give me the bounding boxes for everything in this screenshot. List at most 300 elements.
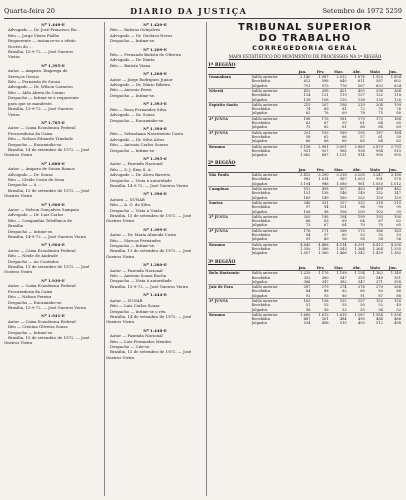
row-label: Julgados bbox=[251, 195, 268, 200]
stats-value: 1.660 bbox=[293, 312, 311, 317]
stats-value: 198 bbox=[311, 214, 329, 219]
case-line: Brasília, 14 de setembro de 1972. — José Gueiros Vieira bbox=[106, 313, 192, 325]
stats-value: 327 bbox=[330, 200, 348, 205]
stats-value: 70 bbox=[360, 223, 365, 228]
case-line: Réu — Sebastiana Nascimento Costa bbox=[110, 131, 184, 137]
row-label: Recebidos bbox=[251, 289, 271, 294]
row-label: Julgados bbox=[251, 97, 268, 102]
row-label: Saldo anterior bbox=[251, 144, 294, 149]
case-entry bbox=[4, 63, 102, 117]
stats-value: 160 bbox=[339, 195, 347, 200]
case-line: Brasília, 14-9-72. — José Gueiros Vieira bbox=[110, 182, 188, 188]
row-label: Saldo anterior bbox=[251, 173, 294, 178]
case-line: Réu — Antonio Carlos Soares bbox=[110, 142, 169, 148]
stats-value: 965 bbox=[339, 148, 347, 153]
stats-value: 172 bbox=[348, 228, 366, 233]
case-line: Réu — Batista Viana bbox=[110, 62, 151, 68]
case-line: Advogado — Dr. Luiz Carlos bbox=[8, 212, 64, 218]
stats-header-cell: Jun. bbox=[384, 70, 402, 75]
stats-value: 62 bbox=[396, 139, 401, 144]
stats-value: 135 bbox=[339, 97, 347, 102]
stats-value: 931 bbox=[303, 148, 311, 153]
column-left bbox=[4, 22, 102, 496]
case-line: Vieira bbox=[8, 111, 20, 117]
stats-value: 88 bbox=[396, 293, 401, 298]
stats-value: 171 bbox=[311, 228, 329, 233]
stats-value: 201 bbox=[293, 130, 311, 135]
tribunal-title-line1: TRIBUNAL SUPERIOR bbox=[237, 22, 373, 33]
stats-value: 93 bbox=[323, 293, 329, 298]
stats-value: 4.338 bbox=[384, 242, 402, 247]
stats-value: 108 bbox=[321, 97, 329, 102]
case-line: Brasília, 15 de setembro de 1972. — José Gueiros Vieira bbox=[106, 213, 192, 224]
stats-row bbox=[208, 271, 402, 276]
stats-value: 371 bbox=[376, 279, 383, 284]
case-line: Despacho — Intime-se o réu. bbox=[110, 308, 167, 314]
stats-value: 66 bbox=[305, 219, 311, 224]
stats-value: 1.854 bbox=[384, 75, 402, 80]
case-line: Brasília, 15 de setembro de 1972. — José Gueiros Vieira bbox=[4, 264, 90, 275]
stats-value: 512 bbox=[376, 321, 383, 326]
case-entry bbox=[106, 328, 204, 360]
stats-value: 179 bbox=[348, 116, 366, 121]
case-entry bbox=[106, 47, 204, 69]
case-number: Nº 1.448-E bbox=[41, 22, 65, 27]
stats-value: 176 bbox=[311, 116, 329, 121]
group-name: 2ª JUNTA bbox=[208, 116, 251, 121]
case-number: Nº 1.941-E bbox=[41, 313, 65, 319]
row-label: Saldo anterior bbox=[251, 214, 294, 219]
stats-value: 159 bbox=[376, 195, 383, 200]
stats-value: 62 bbox=[323, 125, 329, 130]
stats-value: 100 bbox=[357, 209, 365, 214]
case-line: Procuradoria da Caixa bbox=[8, 130, 53, 136]
stats-value: 64 bbox=[378, 139, 383, 144]
case-line: Autor — Caixa Econômica Federal bbox=[8, 125, 76, 131]
stats-value: 2.865 bbox=[348, 144, 366, 149]
case-line: Advogado — Dr. Sousa bbox=[110, 112, 155, 118]
stats-value: 60 bbox=[342, 233, 347, 238]
stats-value: 181 bbox=[330, 116, 348, 121]
stats-value: 101 bbox=[339, 205, 347, 210]
group-name bbox=[208, 321, 251, 325]
row-label: Recebidos bbox=[251, 177, 271, 182]
stats-value: 194 bbox=[330, 214, 348, 219]
stats-value: 487 bbox=[303, 317, 311, 322]
case-line: Despacho — Encaminhe-se. bbox=[110, 117, 165, 123]
stats-value: 66 bbox=[305, 139, 311, 144]
case-line: Despacho — Intime-se. bbox=[110, 38, 156, 44]
stats-value: 1.364 bbox=[372, 246, 383, 251]
case-line: Autor — Fazenda Nacional bbox=[110, 333, 163, 339]
stats-value: 349 bbox=[376, 275, 383, 280]
stats-value: 355 bbox=[357, 275, 365, 280]
stats-value: 496 bbox=[321, 321, 329, 326]
stats-value: 60 bbox=[342, 139, 347, 144]
stats-value: 1.140 bbox=[384, 271, 402, 276]
stats-value: 65 bbox=[396, 223, 401, 228]
case-line: Réu — Marcos Fernandes bbox=[110, 237, 161, 243]
stats-value: 82 bbox=[342, 289, 347, 294]
stats-value: 3.412 bbox=[293, 173, 311, 178]
stats-value: 69 bbox=[342, 111, 347, 116]
row-label: Recebidos bbox=[251, 121, 271, 126]
region-block bbox=[208, 260, 402, 326]
group-name: 2ª JUNTA bbox=[208, 298, 251, 303]
case-entry bbox=[4, 313, 102, 345]
stats-value: 1.618 bbox=[330, 312, 348, 317]
stats-value: 67 bbox=[378, 219, 383, 224]
stats-value: 1.613 bbox=[311, 312, 329, 317]
case-line: Brasília, 13-9-72. — José Gueiros bbox=[8, 106, 73, 112]
stats-value: 158 bbox=[311, 298, 329, 303]
case-line: Serviços Gerais bbox=[8, 73, 39, 79]
group-name: Resumo bbox=[208, 242, 251, 247]
header-date-right: Setembro de 1972 5259 bbox=[322, 7, 402, 15]
case-line: Réu — Fernando Batista de Oliveira bbox=[110, 52, 181, 58]
stats-value: 1.335 bbox=[390, 246, 401, 251]
stats-value: 92 bbox=[305, 293, 311, 298]
stats-value: 59 bbox=[305, 237, 311, 242]
stats-header-cell: Jan. bbox=[293, 266, 311, 271]
stats-value: 612 bbox=[303, 79, 311, 84]
stats-value: 489 bbox=[366, 187, 384, 192]
row-label: Julgados bbox=[251, 209, 268, 214]
row-label: Recebidos bbox=[251, 246, 271, 251]
region-label: 1ª REGIÃO bbox=[208, 63, 236, 69]
stats-value: 347 bbox=[357, 279, 365, 284]
case-line: Réu — Cristina Oliveira Sousa bbox=[8, 324, 68, 330]
group-name: Resumo bbox=[208, 312, 251, 317]
stats-value: 106 bbox=[339, 209, 347, 214]
case-line: Réu — A. G. da Silva bbox=[110, 202, 151, 208]
case-number: Nº 1.448-E bbox=[143, 327, 167, 333]
stats-value: 1.587 bbox=[348, 312, 366, 317]
stats-value: 80 bbox=[342, 293, 347, 298]
row-label: Saldo anterior bbox=[251, 116, 294, 121]
stats-value: 56 bbox=[342, 237, 347, 242]
stats-value: 1.364 bbox=[354, 246, 365, 251]
region-label: 3ª REGIÃO bbox=[208, 259, 236, 265]
stats-value: 210 bbox=[348, 102, 366, 107]
stats-value: 74 bbox=[305, 107, 311, 112]
stats-value: 131 bbox=[321, 93, 329, 98]
stats-value: 56 bbox=[305, 307, 311, 312]
stats-value: 52 bbox=[378, 303, 383, 308]
case-line: Autor — Amparo de Souza Ramos bbox=[8, 166, 75, 172]
case-number: Nº 1.420-E bbox=[143, 22, 167, 27]
case-line: Autor — Jorge Rodrigues Junior bbox=[110, 76, 173, 82]
row-label: Recebidos bbox=[251, 317, 271, 322]
stats-value: 188 bbox=[293, 116, 311, 121]
stats-value: 61 bbox=[360, 121, 365, 126]
stats-value: 138 bbox=[303, 97, 311, 102]
case-line: Réu — Neide de Andrade bbox=[8, 253, 58, 259]
case-line: para que se manifeste. bbox=[8, 100, 53, 106]
case-line: Autor — Caixa Econômica Federal bbox=[8, 247, 76, 253]
stats-value: 347 bbox=[339, 275, 347, 280]
case-line: Autor — Caixa Econômica Federal bbox=[8, 318, 76, 324]
stats-value: 340 bbox=[293, 200, 311, 205]
stats-value: 86 bbox=[396, 289, 401, 294]
stats-value: 81 bbox=[342, 107, 347, 112]
stats-value: 58 bbox=[360, 237, 365, 242]
case-line: Réu — Jorge Vieira Fialho bbox=[8, 32, 60, 38]
case-line: Advogado — Dr. Wilson Carneiro bbox=[8, 84, 73, 90]
stats-value: 163 bbox=[384, 228, 402, 233]
stats-value: 88 bbox=[323, 289, 329, 294]
case-line: Autor — Fazenda Nacional bbox=[110, 161, 163, 167]
row-label: Julgados bbox=[251, 83, 268, 88]
row-label: Julgados bbox=[251, 125, 268, 130]
stats-value: 68 bbox=[360, 125, 365, 130]
stats-value: 967 bbox=[339, 177, 347, 182]
stats-value: 52 bbox=[396, 307, 401, 312]
stats-value: 3.290 bbox=[311, 173, 329, 178]
stats-value: 598 bbox=[321, 79, 329, 84]
case-line: Despacho — Intime-se. bbox=[8, 228, 54, 234]
statistics-tables bbox=[208, 63, 402, 325]
row-label: Julgados bbox=[251, 223, 268, 228]
case-line: Despacho — Vista à autoridade bbox=[110, 177, 172, 183]
case-entry bbox=[106, 227, 204, 259]
stats-value: 55 bbox=[342, 303, 347, 308]
stats-value: 153 bbox=[357, 195, 365, 200]
stats-value: 990 bbox=[376, 153, 383, 158]
stats-value: 99 bbox=[378, 205, 383, 210]
stats-value: 130 bbox=[376, 97, 383, 102]
stats-value: 199 bbox=[348, 214, 366, 219]
row-label: Recebidos bbox=[251, 191, 271, 196]
stats-value: 207 bbox=[311, 102, 329, 107]
stats-value: 56 bbox=[396, 237, 401, 242]
case-line: Despacho — Encaminhe-se. bbox=[8, 141, 63, 147]
stats-value: 152 bbox=[366, 298, 384, 303]
row-label: Recebidos bbox=[251, 303, 271, 308]
case-line: Autora — SUNAB bbox=[110, 196, 145, 202]
stats-value: 914 bbox=[357, 153, 365, 158]
stats-value: 60 bbox=[396, 121, 401, 126]
column-right bbox=[208, 22, 402, 496]
stats-value: 118 bbox=[394, 93, 401, 98]
stats-value: 168 bbox=[384, 116, 402, 121]
case-line: Brasília, 15-9-72. — José Gueiros Vieira bbox=[110, 283, 188, 289]
stats-value: 1.012 bbox=[390, 181, 401, 186]
case-number: Nº 1.930-E bbox=[41, 277, 65, 283]
stats-value: 347 bbox=[321, 279, 329, 284]
stats-value: 99 bbox=[396, 209, 401, 214]
region-block bbox=[208, 161, 402, 255]
stats-value: 1.439 bbox=[372, 251, 383, 256]
stats-value: 287 bbox=[293, 285, 311, 290]
stats-value: 386 bbox=[303, 279, 311, 284]
masthead: DIARIO DA JUSTIÇA bbox=[130, 6, 248, 16]
case-entry bbox=[106, 71, 204, 98]
stats-value: 1.014 bbox=[318, 177, 329, 182]
stats-value: 484 bbox=[339, 317, 347, 322]
stats-value: 1.350 bbox=[300, 246, 311, 251]
stats-value: 163 bbox=[293, 298, 311, 303]
stats-value: 653 bbox=[376, 83, 383, 88]
stats-header-cell: Abr. bbox=[348, 168, 366, 173]
case-line: Brasília, 15 de setembro de 1972. — José Gueiros Vieira bbox=[4, 187, 90, 199]
stats-value: 152 bbox=[376, 191, 383, 196]
stats-value: 4.514 bbox=[330, 242, 348, 247]
case-number: Nº 1.280-E bbox=[143, 262, 167, 268]
stats-value: 490 bbox=[357, 317, 365, 322]
stats-value: 124 bbox=[303, 93, 311, 98]
stats-value: 68 bbox=[378, 125, 383, 130]
stats-value: 915 bbox=[394, 148, 401, 153]
case-line: Despacho — Intime-se. bbox=[110, 147, 156, 153]
group-name: Niterói bbox=[208, 89, 251, 94]
stats-value: 60 bbox=[323, 237, 329, 242]
case-line: Despacho — Vista à União. bbox=[110, 207, 164, 213]
stats-value: 978 bbox=[394, 177, 401, 182]
case-line: Advogado — Dr. Souza bbox=[8, 171, 53, 177]
case-number: Nº 1.399-E bbox=[143, 226, 167, 232]
case-line: Autor — Dr. Maria Almeida Costa bbox=[110, 232, 176, 238]
case-line: Réu — Fernando de Souza bbox=[8, 79, 61, 85]
group-name: São Paulo bbox=[208, 173, 251, 178]
stats-value: 1.987 bbox=[311, 75, 329, 80]
case-entry bbox=[106, 101, 204, 123]
column-divider bbox=[206, 22, 207, 496]
stats-value: 67 bbox=[323, 223, 329, 228]
stats-header-cell: Maio bbox=[366, 266, 384, 271]
region-label: 2ª REGIÃO bbox=[208, 161, 236, 167]
stats-value: 158 bbox=[321, 191, 329, 196]
row-label: Saldo anterior bbox=[251, 89, 294, 94]
row-label: Julgados bbox=[251, 251, 268, 256]
case-line: Despacho — Intime-se. bbox=[110, 243, 156, 249]
stats-value: 106 bbox=[303, 209, 311, 214]
stats-value: 54 bbox=[378, 307, 383, 312]
stats-value: 3.188 bbox=[384, 173, 402, 178]
stats-header-cell: Fev. bbox=[311, 70, 329, 75]
stats-value: 94 bbox=[323, 205, 329, 210]
row-label: Julgados bbox=[251, 181, 268, 186]
stats-value: 1.104 bbox=[300, 181, 311, 186]
stats-value: 1.556 bbox=[384, 312, 402, 317]
row-label: Saldo anterior bbox=[251, 102, 294, 107]
stats-value: 66 bbox=[323, 139, 329, 144]
stats-value: 62 bbox=[396, 219, 401, 224]
stats-header-cell: Jan. bbox=[293, 168, 311, 173]
case-entry bbox=[4, 242, 102, 274]
stats-value: 215 bbox=[293, 102, 311, 107]
stats-value: 4.413 bbox=[366, 242, 384, 247]
stats-value: 396 bbox=[366, 89, 384, 94]
stats-value: 80 bbox=[396, 111, 401, 116]
stats-value: 624 bbox=[394, 83, 401, 88]
stats-header-cell: Jun. bbox=[384, 168, 402, 173]
stats-value: 64 bbox=[360, 219, 365, 224]
stats-header-cell: Abr. bbox=[348, 266, 366, 271]
stats-value: 69 bbox=[323, 107, 329, 112]
stats-value: 57 bbox=[360, 134, 365, 139]
page-header bbox=[4, 4, 402, 19]
stats-value: 961 bbox=[357, 181, 365, 186]
stats-value: 193 bbox=[311, 130, 329, 135]
case-entry bbox=[106, 262, 204, 289]
stats-value: 147 bbox=[394, 191, 401, 196]
stats-value: 776 bbox=[339, 83, 347, 88]
case-line: Réu — Rubens Gonçalves bbox=[110, 27, 161, 33]
stats-value: 205 bbox=[293, 214, 311, 219]
stats-value: 95 bbox=[396, 205, 401, 210]
case-number: Nº 1.208-E bbox=[143, 71, 167, 77]
stats-value: 91 bbox=[360, 293, 365, 298]
group-name bbox=[208, 251, 251, 255]
row-label: Saldo anterior bbox=[251, 228, 294, 233]
stats-value: 136 bbox=[357, 97, 365, 102]
stats-value: 587 bbox=[376, 79, 383, 84]
row-label: Recebidos bbox=[251, 275, 271, 280]
stats-value: 54 bbox=[305, 233, 311, 238]
case-line: Advogado — Dr. Maria bbox=[110, 57, 155, 63]
stats-header-cell: Mar. bbox=[330, 168, 348, 173]
stats-value: 507 bbox=[330, 187, 348, 192]
stats-value: 412 bbox=[293, 89, 311, 94]
stats-value: 61 bbox=[342, 125, 347, 130]
stats-value: 198 bbox=[330, 102, 348, 107]
report-title: MAPA ESTATÍSTICO DO MOVIMENTO DE PROCESSOS NA 1ª REGIÃO bbox=[228, 54, 382, 60]
group-name: 2ª JUNTA bbox=[208, 214, 251, 219]
stats-value: 190 bbox=[384, 214, 402, 219]
stats-value: 55 bbox=[360, 307, 365, 312]
column-middle bbox=[106, 22, 204, 496]
stats-header-cell: Mar. bbox=[330, 266, 348, 271]
group-name: Belo Horizonte bbox=[208, 271, 251, 276]
stats-value: 204 bbox=[366, 102, 384, 107]
stats-header-cell: Mar. bbox=[330, 70, 348, 75]
stats-value: 53 bbox=[396, 233, 401, 238]
case-line: Despacho — Cite-se. bbox=[110, 343, 151, 349]
stats-value: 360 bbox=[321, 275, 329, 280]
stats-value: 55 bbox=[378, 233, 383, 238]
stats-value: 63 bbox=[305, 121, 311, 126]
stats-value: 3.247 bbox=[366, 173, 384, 178]
group-name: 3ª JUNTA bbox=[208, 228, 251, 233]
stats-value: 72 bbox=[360, 107, 365, 112]
case-line: Brasília, 15 de setembro de 1972. — José Gueiros Vieira bbox=[4, 334, 90, 346]
stats-value: 155 bbox=[330, 298, 348, 303]
stats-value: 1.003 bbox=[354, 177, 365, 182]
stats-value: 51 bbox=[305, 303, 311, 308]
case-line: Autor — Caixa Econômica Federal bbox=[8, 283, 76, 289]
stats-value: 98 bbox=[323, 209, 329, 214]
stats-value: 189 bbox=[330, 130, 348, 135]
stats-value: 150 bbox=[384, 298, 402, 303]
stats-value: 276 bbox=[348, 285, 366, 290]
stats-value: 119 bbox=[339, 93, 347, 98]
stats-value: 2.961 bbox=[311, 144, 329, 149]
case-line: Despacho — A ... bbox=[8, 182, 42, 188]
stats-value: 1.920 bbox=[366, 75, 384, 80]
stats-value: 97 bbox=[305, 205, 311, 210]
stats-value: 1.386 bbox=[318, 246, 329, 251]
stats-value: 701 bbox=[303, 83, 311, 88]
stats-table bbox=[208, 70, 402, 158]
stats-header-cell: Jun. bbox=[384, 266, 402, 271]
stats-value: 172 bbox=[366, 116, 384, 121]
stats-value: 315 bbox=[384, 200, 402, 205]
row-label: Saldo anterior bbox=[251, 285, 294, 290]
stats-value: 534 bbox=[303, 321, 311, 326]
stats-value: 1.154 bbox=[348, 271, 366, 276]
stats-value: 149 bbox=[321, 195, 329, 200]
